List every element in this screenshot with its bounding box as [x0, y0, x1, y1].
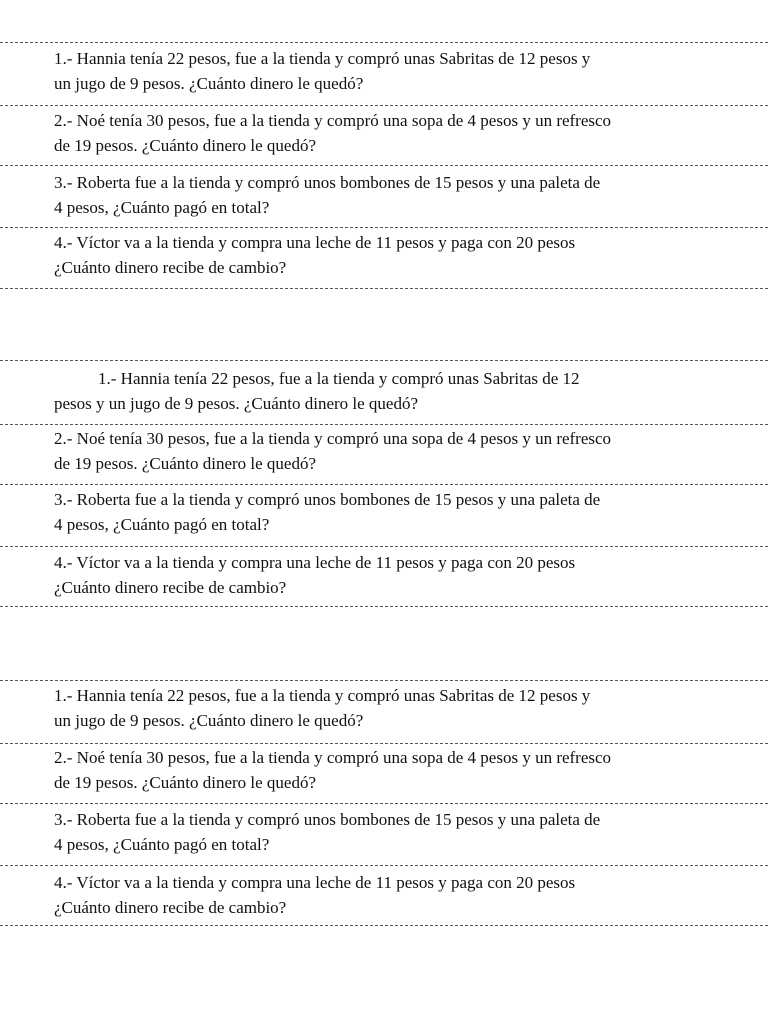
dashed-cut-line — [0, 925, 768, 926]
problem-1: 1.- Hannia tenía 22 pesos, fue a la tienda y compró unas Sabritas de 12 pesos y un jugo de 9 pesos. ¿Cuánto dinero le quedó? — [54, 686, 591, 730]
dashed-cut-line — [0, 105, 768, 106]
dashed-cut-line — [0, 743, 768, 744]
dashed-cut-line — [0, 546, 768, 547]
problem-4: 4.- Víctor va a la tienda y compra una leche de 11 pesos y paga con 20 pesos ¿Cuánto dinero recibe de cambio? — [54, 233, 576, 277]
dashed-cut-line — [0, 865, 768, 866]
problem-2: 2.- Noé tenía 30 pesos, fue a la tienda y compró una sopa de 4 pesos y un refresco de 19 pesos. ¿Cuánto dinero le quedó? — [54, 748, 612, 792]
problem-4: 4.- Víctor va a la tienda y compra una leche de 11 pesos y paga con 20 pesos ¿Cuánto dinero recibe de cambio? — [54, 553, 576, 597]
dashed-cut-line — [0, 42, 768, 43]
problem-3: 3.- Roberta fue a la tienda y compró unos bombones de 15 pesos y una paleta de 4 pesos, ¿Cuánto pagó en total? — [54, 810, 601, 854]
dashed-cut-line — [0, 165, 768, 166]
dashed-cut-line — [0, 484, 768, 485]
dashed-cut-line — [0, 680, 768, 681]
problem-2: 2.- Noé tenía 30 pesos, fue a la tienda y compró una sopa de 4 pesos y un refresco de 19 pesos. ¿Cuánto dinero le quedó? — [54, 111, 612, 155]
dashed-cut-line — [0, 360, 768, 361]
dashed-cut-line — [0, 424, 768, 425]
problem-1: 1.- Hannia tenía 22 pesos, fue a la tienda y compró unas Sabritas de 12 pesos y un jugo de 9 pesos. ¿Cuánto dinero le quedó? — [54, 49, 591, 93]
problem-4: 4.- Víctor va a la tienda y compra una leche de 11 pesos y paga con 20 pesos ¿Cuánto dinero recibe de cambio? — [54, 873, 576, 917]
problem-3: 3.- Roberta fue a la tienda y compró unos bombones de 15 pesos y una paleta de 4 pesos, ¿Cuánto pagó en total? — [54, 490, 601, 534]
dashed-cut-line — [0, 606, 768, 607]
problem-2: 2.- Noé tenía 30 pesos, fue a la tienda y compró una sopa de 4 pesos y un refresco de 19 pesos. ¿Cuánto dinero le quedó? — [54, 429, 612, 473]
dashed-cut-line — [0, 803, 768, 804]
dashed-cut-line — [0, 227, 768, 228]
problem-3: 3.- Roberta fue a la tienda y compró unos bombones de 15 pesos y una paleta de 4 pesos, ¿Cuánto pagó en total? — [54, 173, 601, 217]
problem-1: 1.- Hannia tenía 22 pesos, fue a la tienda y compró unas Sabritas de 12 pesos y un jugo de 9 pesos. ¿Cuánto dinero le quedó? — [54, 369, 580, 413]
dashed-cut-line — [0, 288, 768, 289]
